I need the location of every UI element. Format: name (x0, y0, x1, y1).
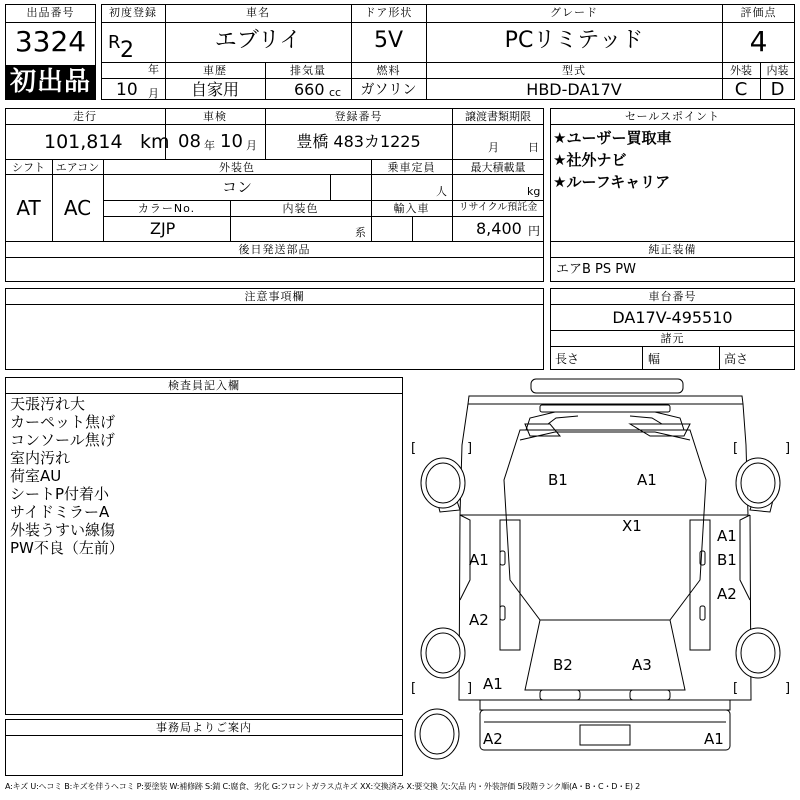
inspector-line-3: コンソール焦げ (10, 431, 115, 449)
office-label: 事務局よりご案内 (156, 721, 252, 734)
inspector-line-9: PW不良（左前） (10, 539, 124, 557)
mileage-label: 走行 (73, 110, 97, 123)
grade: PCリミテッド (504, 28, 644, 53)
inspector-label: 検査員記入欄 (168, 379, 240, 392)
inspection-year: 08 (178, 131, 201, 152)
grade-label: グレード (550, 6, 598, 19)
load-label: 最大積載量 (470, 161, 526, 174)
ext-color-label: 外装色 (219, 161, 255, 174)
equipment-label: 純正装備 (648, 243, 697, 256)
damage-code: B1 (717, 551, 737, 569)
car-damage-diagram (409, 377, 795, 776)
interior-label: 内装 (766, 64, 789, 77)
transfer-label: 譲渡書類期限 (465, 110, 531, 123)
sales-point-3: ★ルーフキャリア (553, 173, 671, 191)
inspector-line-7: サイドミラーA (10, 503, 110, 521)
exterior-grade: C (734, 79, 748, 100)
dims-label: 諸元 (660, 332, 685, 345)
bracket-rl-open: [ (411, 681, 417, 696)
displacement-label: 排気量 (290, 64, 326, 77)
width-label: 幅 (648, 352, 661, 366)
sales-point-label: セールスポイント (624, 110, 720, 123)
bracket-fl-open: [ (411, 441, 417, 456)
shift: AT (16, 196, 41, 220)
damage-code: A1 (717, 527, 737, 545)
damage-code: A1 (483, 675, 503, 693)
chassis-number: DA17V-495510 (612, 308, 733, 327)
inspector-line-5: 荷室AU (10, 467, 62, 485)
inspector-line-1: 天張汚れ大 (10, 395, 86, 413)
damage-code: A1 (469, 551, 489, 569)
length-label: 長さ (555, 352, 580, 366)
fuel: ガソリン (360, 82, 417, 98)
damage-code: B1 (548, 471, 568, 489)
first-reg-label: 初度登録 (109, 6, 157, 19)
color-no: ZJP (150, 219, 176, 238)
recycle-label: リサイクル預託金 (458, 202, 538, 213)
plate-label: 登録番号 (334, 110, 383, 123)
bracket-fr-open: [ (733, 441, 739, 456)
first-listing-badge: 初出品 (6, 65, 95, 99)
first-reg-year: 2 (120, 38, 134, 63)
car-name: エブリイ (214, 28, 302, 53)
history-label: 車歴 (203, 64, 227, 77)
height-label: 高さ (724, 352, 749, 366)
fuel-label: 燃料 (376, 64, 401, 77)
damage-code: A2 (717, 585, 737, 603)
capacity-label: 乗車定員 (387, 161, 436, 174)
recycle-amount: 8,400 (476, 219, 522, 238)
lot-label: 出品番号 (26, 6, 75, 19)
era: R (108, 32, 121, 53)
shift-label: シフト (12, 161, 45, 174)
month-unit: 月 (148, 87, 159, 100)
damage-code: B2 (553, 656, 573, 674)
equipment: エアB PS PW (556, 262, 636, 277)
damage-code: A1 (704, 730, 724, 748)
load-unit: kg (527, 185, 541, 198)
score-label: 評価点 (740, 6, 777, 19)
sales-point-2: ★社外ナビ (553, 151, 627, 169)
inspector-line-6: シートP付着小 (10, 485, 110, 503)
ac: AC (63, 196, 92, 220)
transfer-month-unit: 月 (488, 141, 499, 154)
bracket-fr-close: ] (785, 441, 791, 456)
exterior-label: 外装 (730, 64, 752, 77)
inspector-line-4: 室内汚れ (10, 449, 71, 467)
bracket-fl-close: ] (467, 441, 473, 456)
bracket-rl-close: ] (467, 681, 473, 696)
inspection-month-unit: 月 (246, 139, 257, 152)
chassis-label: 車台番号 (648, 290, 697, 303)
ext-color: コン (221, 178, 252, 196)
int-color-suffix: 系 (355, 226, 366, 239)
import-label: 輸入車 (393, 202, 430, 215)
bracket-rr-close: ] (785, 681, 791, 696)
damage-code: A3 (632, 656, 652, 674)
transfer-day-unit: 日 (528, 141, 539, 154)
car-name-label: 車名 (246, 6, 270, 19)
inspector-line-8: 外装うすい線傷 (10, 521, 116, 539)
damage-code: A1 (637, 471, 657, 489)
damage-code: A2 (469, 611, 489, 629)
damage-code: X1 (622, 517, 642, 535)
mileage: 101,814 (44, 131, 123, 153)
recycle-unit: 円 (528, 224, 541, 238)
later-parts-label: 後日発送部品 (238, 243, 311, 256)
inspection-label: 車検 (203, 110, 227, 123)
color-no-label: カラーNo. (137, 202, 196, 215)
int-color-label: 内装色 (282, 202, 319, 215)
legend-footer: A:キズ U:ヘコミ B:キズを伴うヘコミ P:要塗装 W:補修跡 S:錆 C:腐食、劣化 G:フロントガラス点キズ XX:交換済み X:要交換 欠:欠品 内・外装評価 5段階ランク順(A・B・C・D・E) 2 (5, 782, 641, 791)
bracket-rr-open: [ (733, 681, 739, 696)
first-reg-month: 10 (116, 80, 138, 100)
capacity-unit: 人 (436, 185, 447, 198)
score: 4 (749, 25, 768, 58)
history: 自家用 (190, 80, 239, 99)
model-label: 型式 (562, 64, 586, 77)
mileage-unit: km (140, 131, 170, 153)
plate-number: 豊橋 483カ1225 (296, 132, 421, 151)
inspector-line-2: カーペット焦げ (10, 413, 116, 431)
interior-grade: D (770, 79, 785, 100)
ac-label: エアコン (55, 161, 100, 174)
year-unit: 年 (148, 63, 159, 76)
notes-label: 注意事項欄 (244, 290, 305, 303)
damage-code: A2 (483, 730, 503, 748)
door-label: ドア形状 (364, 6, 413, 19)
inspection-month: 10 (220, 131, 243, 152)
model: HBD-DA17V (526, 80, 622, 99)
door-type: 5V (373, 28, 404, 53)
sales-point-1: ★ユーザー買取車 (553, 129, 672, 147)
inspection-year-unit: 年 (204, 139, 215, 152)
displacement: 660 (294, 80, 325, 99)
lot-number: 3324 (14, 25, 87, 58)
displacement-unit: cc (329, 86, 342, 99)
